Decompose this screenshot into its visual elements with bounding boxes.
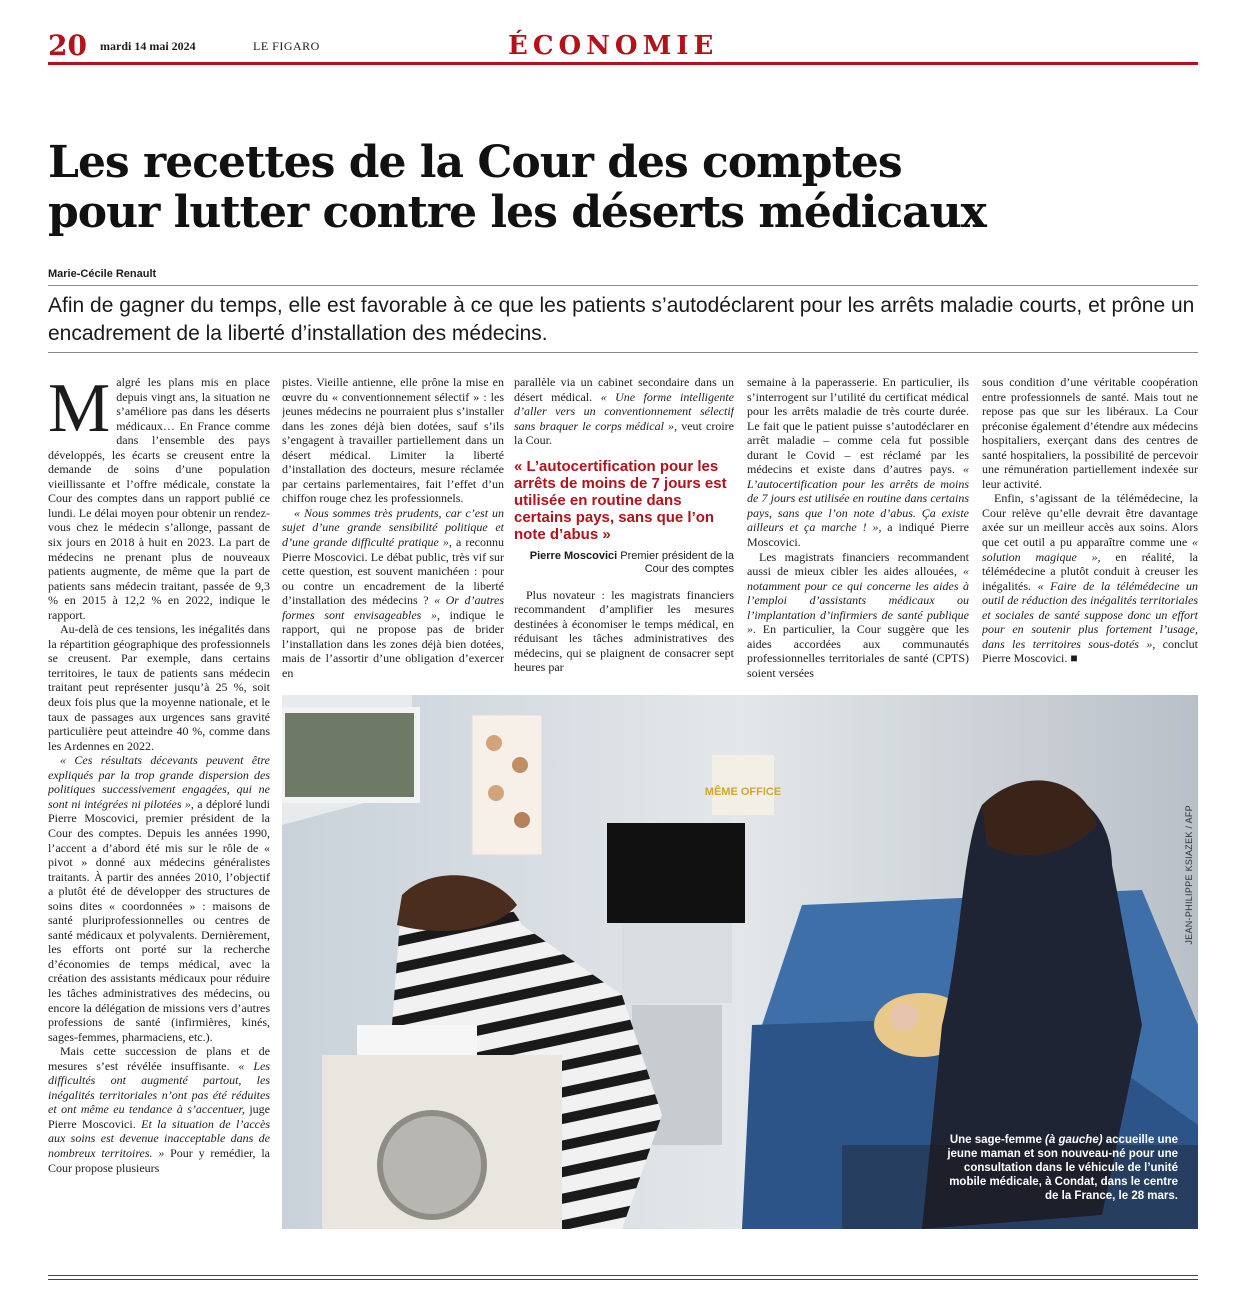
paragraph	[747, 550, 969, 681]
quote: « Une forme intelligente d’aller vers un conventionnement sélectif sans braquer le corps médical »	[514, 389, 734, 433]
paragraph-text: Enfin, s’agissant de la télémédecine, la Cour relève qu’elle devrait être davantage axée sur un meilleur accès aux soins. Alors que cet outil a pu apparaître comme une	[982, 491, 1198, 550]
drop-cap: M	[48, 375, 111, 447]
paragraph	[48, 753, 270, 1044]
quote: « Les difficultés ont augmenté partout, les inégalités territoriales n’ont pas été réduites et ont même eu tendance à s’accentuer,	[48, 1058, 270, 1117]
paragraph-text: Les magistrats financiers recommandent aussi de mieux cibler les aides allouées,	[747, 549, 969, 579]
window	[282, 710, 417, 800]
quote: « Nous sommes très prudents, car c’est un sujet d’une grande sensibilité politique et d’une grande difficulté pratique »	[282, 505, 504, 550]
paragraph-text: , a déploré lundi Pierre Moscovici, premier président de la Cour des comptes. Depuis les années 1990, l’accent a d’abord été mis sur le rôle de « pivot » donné aux médecins généralistes traitants. À partir des années 2010, l’objectif a plutôt été de développer des structures de soins dites « coordonnées » : maisons de santé pluriprofessionnelles ou centres de santé médicaux et polyvalents. Dernièrement, les efforts ont porté sur la recherche d’économies de temps médical, avec la création des assistants médicaux pour réduire les tâches administratives des médecins, ou encore la délégation de missions vers d’autres professions de santé (infirmières, kinés, sages-femmes, pharmaciens, etc.).	[48, 796, 270, 1044]
caption-text: accueille une jeune maman et son nouveau-né pour une consultation dans le véhicule de l’unité mobile médicale, à Condat, dans le centre de la France, le 28 mars.	[947, 1134, 1178, 1202]
standfirst-rule	[48, 352, 1198, 353]
page-header	[48, 30, 1198, 62]
headline-line-1: Les recettes de la Cour des comptes	[48, 137, 902, 188]
paragraph-text: , en réalité, la télémédecine a plutôt conduit à creuser les inégalités.	[982, 549, 1198, 593]
paragraph-text: parallèle via un cabinet secondaire dans un désert médical.	[514, 375, 734, 404]
byline: Marie-Cécile Renault	[48, 268, 157, 280]
paragraph-text: , indique le rapport, qui ne propose pas de brider l’installation dans les zones déjà bien dotées, mais de l’assortir d’une obligation d’exercer en	[282, 607, 504, 680]
pull-quote-attribution	[514, 550, 734, 576]
newspaper-name: LE FIGARO	[253, 39, 320, 53]
quote: « Faire de la télémédecine un outil de réduction des inégalités territoriales et sociales de santé suppose donc un effort pour en soutenir plus fortement l’usage, dans les territoires sous-dotés »	[982, 578, 1198, 651]
article-column-1	[48, 375, 270, 1237]
pull-quote-role: Premier président de la Cour des comptes	[620, 549, 734, 575]
paragraph-text: , a reconnu Pierre Moscovici. Le débat public, très vif sur cette question, est souvent manichéen : pour ou contre un encadrement de la liberté d’installation des médecins ?	[282, 535, 504, 608]
pull-quote-name: Pierre Moscovici	[529, 549, 618, 562]
paragraph: Au-delà de ces tensions, les inégalités dans la répartition géographique des professionnels se creusent. Par exemple, dans certains territoires, le taux de patients sans médecin traitant peut représenter jusqu’à 25 %, soit deux fois plus que la moyenne nationale, et le taux de passages aux urgences sans gravité particulière peut atteindre 40 %, comme dans les Ardennes en 2022.	[48, 622, 270, 753]
quote: Et la situation de l’accès aux soins est devenue inacceptable dans de nombreux territoires. »	[48, 1116, 270, 1160]
quote: « notamment pour ce qui concerne les aides à l’emploi d’assistants médicaux ou l’implantation d’infirmiers de santé publique »	[747, 564, 969, 637]
paragraph-text: juge Pierre Moscovici.	[48, 1102, 270, 1131]
photo-credit: JEAN-PHILIPPE KSIAZEK / AFP	[1184, 805, 1194, 945]
paragraph	[282, 506, 504, 681]
paragraph	[48, 375, 270, 622]
caption-emphasis: (à gauche)	[1045, 1134, 1103, 1146]
wall-poster	[472, 715, 542, 855]
wall-sign	[712, 755, 774, 815]
newborn	[890, 1003, 918, 1031]
paragraph-text: , veut croire la Cour.	[514, 418, 734, 448]
paragraph: sous condition d’une véritable coopération entre professionnels de santé. Mais tout ne repose pas que sur les libéraux. La Cour préconise également d’étendre aux médecins hospitaliers, exerçant dans des centres de santé hospitaliers, la possibilité de percevoir une rémunération partiellement indexée sur leur activité.	[982, 375, 1198, 491]
washing-machine-door	[380, 1113, 484, 1217]
paragraph	[48, 1044, 270, 1175]
end-mark: ■	[1070, 651, 1078, 666]
wall-sign-text: MÊME OFFICE	[704, 786, 782, 798]
paragraph: pistes. Vieille antienne, elle prône la mise en œuvre du « conventionnement sélectif » : les jeunes médecins ne pourraient plus s’installer dans les zones déjà bien dotées, sauf s’ils s’engagent à travailler partiellement dans un désert médical. Limiter la liberté d’installation des docteurs, mesure réclamée par certains parlementaires, fait l’effet d’un chiffon rouge chez les professionnels.	[282, 375, 504, 506]
quote: « L’autocertification pour les arrêts de moins de 7 jours est utilisée en routine dans certains pays, sans que l’on note d’abus. Ça existe ailleurs et ça marche ! »	[747, 462, 969, 535]
paragraph-text: . En particulier, la Cour suggère que les aides accordées aux communautés professionnelles territoriales de santé (CPTS) soient versées	[747, 622, 969, 680]
header-rule	[48, 62, 1198, 65]
pull-quote	[514, 458, 734, 576]
poster-figure	[488, 785, 504, 801]
quote: « solution magique »	[982, 535, 1198, 564]
article-column-5	[982, 375, 1198, 685]
article-column-2	[282, 375, 504, 685]
pull-quote-text: « L’autocertification pour les arrêts de moins de 7 jours est utilisée en routine dans certains pays, sans que l’on note d’abus »	[514, 457, 727, 543]
poster-figure	[514, 812, 530, 828]
article-column-4	[747, 375, 969, 685]
quote: « Or d’autres formes sont envisageables »	[282, 593, 504, 622]
paragraph-text: semaine à la paperasserie. En particulier, ils s’interrogent sur l’utilité du certificat médical pour les arrêts maladie de très courte durée. Le fait que le patient puisse s’autodéclarer en arrêt maladie – comme cela fut possible durant le Covid – est réclamé par les médecins et existe dans d’autres pays.	[747, 375, 969, 477]
poster-figure	[512, 757, 528, 773]
paragraph	[514, 375, 734, 448]
paragraph-text: algré les plans mis en place depuis vingt ans, la situation ne s’améliore pas dans les déserts médicaux… En France comme dans l’ensemble des pays développés, les écarts se creusent entre la demande de soins d’une population vieillissante et l’offre médicale, constate la Cour des comptes dans un rapport publié ce lundi. Le délai moyen pour obtenir un rendez-vous chez le médecin s’allonge, passant de six jours en 2018 à huit en 2023. La part de médecins ne prenant plus de nouveaux patients augmente, de même que la part de patients sans médecin traitant, passée de 9,3 % en 2015 à 12,2 % en 2022, indique le rapport.	[48, 375, 270, 622]
footer-rule	[48, 1279, 1198, 1280]
quote: « Ces résultats décevants peuvent être expliqués par la trop grande dispersion des politiques successivement engagées, qui ne sont ni intégrées ni pilotées »	[48, 753, 270, 811]
byline-rule	[48, 285, 1198, 286]
paragraph-text: , a indiqué Pierre Moscovici.	[747, 520, 969, 550]
article-column-3	[514, 375, 734, 685]
standfirst: Afin de gagner du temps, elle est favorable à ce que les patients s’autodéclarent pour les arrêts maladie courts, et prône un encadrement de la liberté d’installation des médecins.	[48, 294, 1195, 345]
poster-figure	[486, 735, 502, 751]
footer-rule	[48, 1275, 1198, 1276]
section-title: ÉCONOMIE	[508, 31, 719, 61]
paragraph: Plus novateur : les magistrats financiers recommandent d’amplifier les mesures destinées à économiser le temps médical, en réduisant les tâches administratives des médecins, qui se plaignent de consacrer sept heures par	[514, 587, 734, 675]
paragraph	[747, 375, 969, 550]
ultrasound-machine	[622, 923, 732, 1003]
paragraph-text: Mais cette succession de plans et de mesures s’est révélée insuffisante.	[48, 1044, 270, 1073]
headline	[48, 138, 1198, 238]
paragraph-text: , conclut Pierre Moscovici.	[982, 636, 1198, 666]
headline-line-2: pour lutter contre les déserts médicaux	[48, 187, 986, 238]
page-number: 20	[48, 29, 87, 62]
issue-date: mardi 14 mai 2024	[100, 39, 196, 53]
article-photo	[282, 695, 1198, 1229]
ultrasound-monitor	[607, 823, 745, 923]
photo-caption	[943, 1133, 1178, 1203]
caption-text: Une sage-femme	[949, 1134, 1046, 1146]
paragraph	[982, 491, 1198, 666]
paragraph-text: Pour y remédier, la Cour propose plusieurs	[48, 1145, 270, 1175]
